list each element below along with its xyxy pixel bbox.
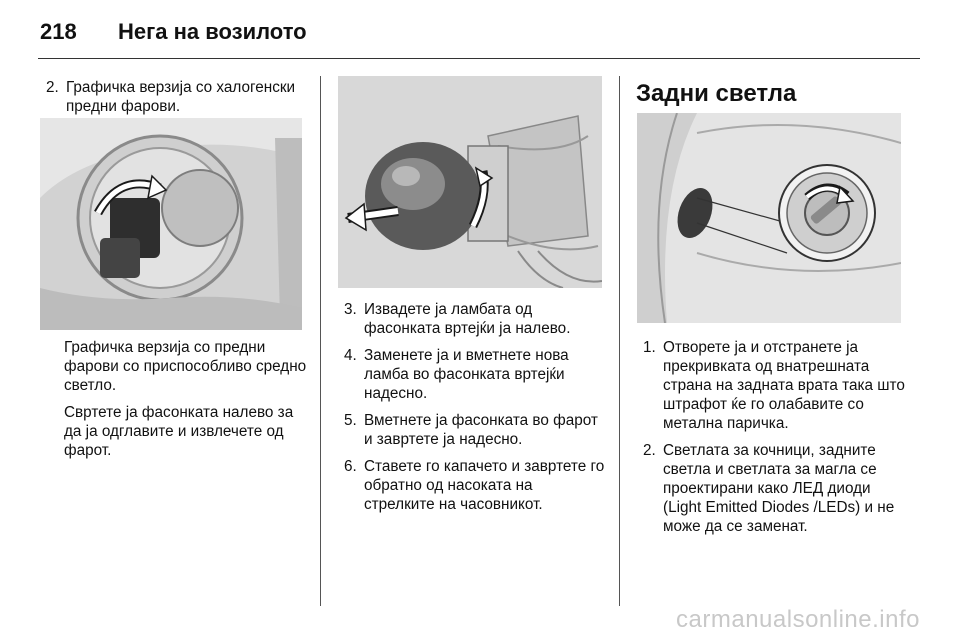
list-item bbox=[643, 338, 905, 433]
column-divider-2 bbox=[619, 76, 620, 606]
section-title: Задни светла bbox=[636, 80, 797, 107]
list-item bbox=[643, 441, 905, 536]
list-item-number: 6. bbox=[344, 458, 357, 475]
list-item-text: Ставете го капачето и завртете го обратно од насоката на стрелките на часовникот. bbox=[364, 458, 605, 513]
list-item-number: 2. bbox=[643, 442, 656, 459]
list-item-text: Извадете ја ламбата од фасонката вртејќи ја налево. bbox=[364, 301, 571, 337]
column-divider-1 bbox=[320, 76, 321, 606]
list-item bbox=[344, 411, 606, 449]
list-item-number: 1. bbox=[643, 339, 656, 356]
header-rule bbox=[38, 58, 920, 59]
column-2 bbox=[344, 300, 606, 522]
list-item-text: Светлата за кочници, задните светла и светлата за магла се проектирани како ЛЕД диоди (Light Emitted Diodes /LEDs) и не може да се заменат. bbox=[663, 442, 895, 535]
list-item bbox=[46, 78, 308, 116]
paragraph: Свртете ја фасонката налево за да ја одглавите и извлечете од фарот. bbox=[64, 404, 294, 459]
bulb-removal-illustration bbox=[338, 76, 602, 288]
list-item-text: Графичка верзија со халогенски предни фарови. bbox=[66, 79, 296, 115]
list-item bbox=[344, 300, 606, 338]
list-item bbox=[344, 457, 606, 514]
list-item-number: 4. bbox=[344, 347, 357, 364]
rear-light-cover-illustration bbox=[637, 113, 901, 323]
page-header bbox=[40, 14, 307, 50]
column-3 bbox=[643, 338, 905, 544]
list-item-text: Вметнете ја фасонката во фарот и завртете ја надесно. bbox=[364, 412, 598, 448]
list-item-text: Заменете ја и вметнете нова ламба во фасонката вртејќи надесно. bbox=[364, 347, 569, 402]
headlamp-bulb-holder-illustration bbox=[40, 118, 302, 330]
list-item-number: 2. bbox=[46, 79, 59, 96]
watermark: carmanualsonline.info bbox=[676, 606, 920, 633]
list-item-number: 3. bbox=[344, 301, 357, 318]
column-1-body bbox=[64, 338, 308, 468]
list-item bbox=[344, 346, 606, 403]
list-item-text: Отворете ја и отстранете ја прекривката од внатрешната страна на задната врата така што штрафот ќе го олабавите со метална паричка. bbox=[663, 339, 905, 432]
list-item-number: 5. bbox=[344, 412, 357, 429]
paragraph: Графичка верзија со предни фарови со приспособливо средно светло. bbox=[64, 339, 307, 394]
chapter-title: Нега на возилото bbox=[118, 19, 307, 44]
page-number: 218 bbox=[40, 19, 77, 44]
